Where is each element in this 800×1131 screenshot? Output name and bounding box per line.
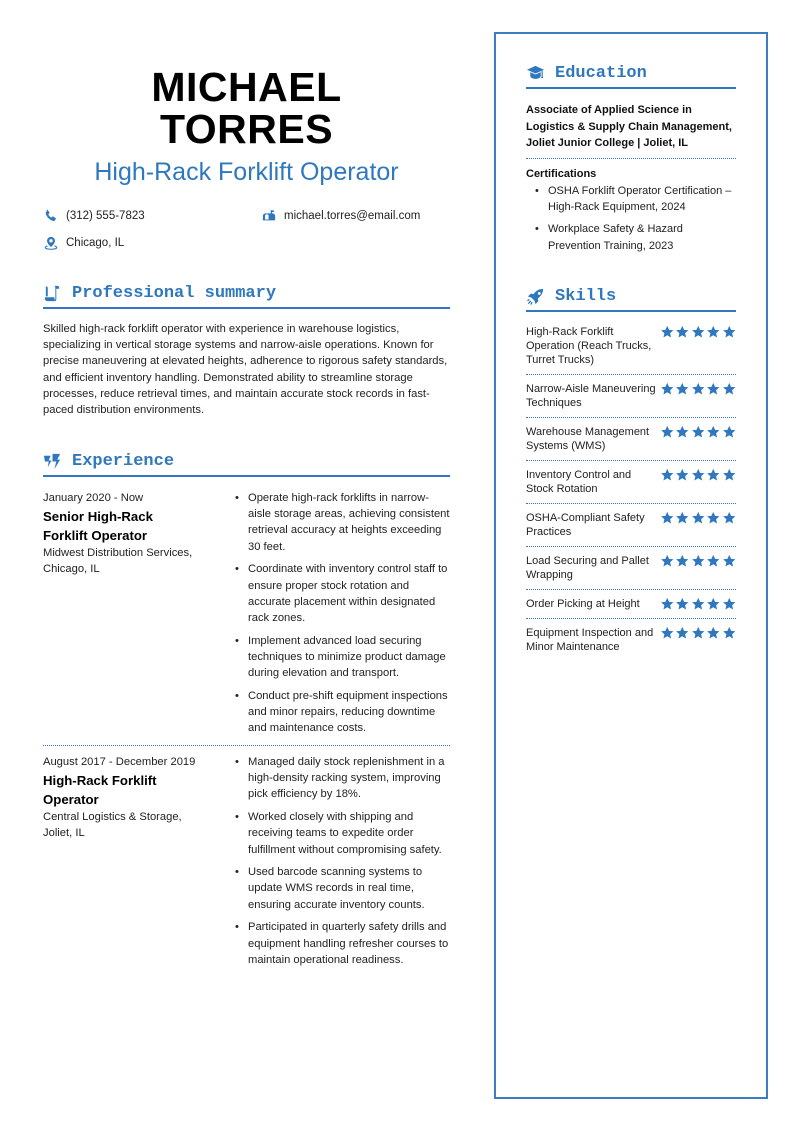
star-icon	[675, 626, 690, 640]
star-icon	[691, 468, 706, 482]
phone-number[interactable]: (312) 555-7823	[66, 210, 145, 222]
skill-name: Equipment Inspection and Minor Maintenance	[526, 627, 654, 653]
star-icon	[660, 468, 675, 482]
star-icon	[691, 554, 706, 568]
skill-name: Narrow-Aisle Maneuvering Techniques	[526, 383, 656, 409]
star-icon	[675, 511, 690, 525]
star-icon	[675, 597, 690, 611]
job-meta	[43, 490, 218, 577]
job-title-line: Forklift Operator	[43, 528, 148, 543]
star-icon	[660, 325, 675, 339]
star-icon	[660, 626, 675, 640]
skill-rating	[660, 554, 737, 568]
certifications-list	[533, 183, 738, 260]
degree-line: Associate of Applied Science in	[526, 104, 692, 116]
location-pin-icon	[44, 236, 58, 250]
section-title: Skills	[555, 287, 617, 306]
job-title-line: Senior High-Rack	[43, 509, 153, 524]
star-icon	[675, 325, 690, 339]
job-divider	[43, 745, 450, 746]
skill-item	[526, 425, 736, 461]
skill-item	[526, 597, 736, 619]
job-title	[43, 771, 218, 809]
email-address[interactable]: michael.torres@email.com	[284, 210, 421, 222]
section-header-summary	[43, 284, 450, 309]
star-icon	[722, 468, 737, 482]
star-icon	[722, 554, 737, 568]
skill-item	[526, 511, 736, 547]
bullet-item: • Conduct pre-shift equipment inspections and minor repairs, reducing downtime and maintenance costs.	[232, 688, 450, 737]
job-headline: High-Rack Forklift Operator	[94, 158, 399, 186]
name-first: MICHAEL	[151, 64, 342, 110]
mailbox-icon	[262, 209, 276, 223]
section-header-experience	[43, 452, 450, 477]
bullet-item: • Coordinate with inventory control staff to ensure proper stock rotation and accurate placement within designated rack zones.	[232, 561, 450, 626]
job-bullets	[232, 490, 450, 743]
graduation-cap-icon	[526, 64, 545, 83]
skill-item	[526, 382, 736, 418]
skill-name: Warehouse Management Systems (WMS)	[526, 426, 650, 452]
skill-name: Load Securing and Pallet Wrapping	[526, 555, 649, 581]
company-line: Joliet, IL	[43, 827, 85, 839]
contact-location	[44, 235, 124, 251]
company-line: Midwest Distribution Services,	[43, 547, 193, 559]
skills-list	[526, 325, 736, 668]
bullet-item: • Operate high-rack forklifts in narrow-aisle storage areas, achieving consistent retrieval accuracy at heights exceeding 30 feet.	[232, 490, 450, 555]
star-icon	[675, 468, 690, 482]
star-icon	[706, 425, 721, 439]
summary-text: Skilled high-rack forklift operator with experience in warehouse logistics, specializing in vertical storage systems and narrow-aisle operations. Known for precise maneuvering at elevated heights, adherence to rigorous safety standards, and efficient inventory handling. Demonstrated ability to streamline storage processes, reduce retrieval times, and maintain accurate stock records in fast-paced distribution environments.	[43, 323, 448, 417]
star-icon	[706, 382, 721, 396]
job-company	[43, 545, 218, 577]
education-divider	[526, 158, 736, 159]
star-icon	[660, 554, 675, 568]
skill-item	[526, 325, 736, 375]
section-title: Experience	[72, 452, 175, 471]
section-title: Education	[555, 64, 647, 83]
contact-email	[262, 208, 420, 224]
skill-name: Order Picking at Height	[526, 598, 640, 610]
bullet-item: • Participated in quarterly safety drills and equipment handling refresher courses to maintain operational readiness.	[232, 919, 450, 968]
star-icon	[722, 511, 737, 525]
skill-item	[526, 626, 736, 661]
certifications-title: Certifications	[526, 168, 597, 180]
star-icon	[675, 425, 690, 439]
star-icon	[691, 325, 706, 339]
star-icon	[722, 626, 737, 640]
education-degree	[526, 102, 738, 152]
bullet-item: • Implement advanced load securing techniques to minimize product damage during elevation and transport.	[232, 633, 450, 682]
job-company	[43, 809, 218, 841]
skill-name: OSHA-Compliant Safety Practices	[526, 512, 645, 538]
star-icon	[691, 511, 706, 525]
name-last: TORRES	[159, 106, 334, 152]
job-date: January 2020 - Now	[43, 492, 144, 504]
star-icon	[660, 382, 675, 396]
skill-rating	[660, 425, 737, 439]
bullet-item: • Used barcode scanning systems to update WMS records in real time, ensuring accurate inventory counts.	[232, 864, 450, 913]
star-icon	[675, 382, 690, 396]
star-icon	[691, 425, 706, 439]
company-line: Central Logistics & Storage,	[43, 811, 182, 823]
star-icon	[660, 597, 675, 611]
job-meta	[43, 754, 218, 841]
quote-icon	[43, 452, 62, 471]
scroll-icon	[43, 284, 62, 303]
star-icon	[691, 626, 706, 640]
skill-rating	[660, 511, 737, 525]
rocket-icon	[526, 287, 545, 306]
skill-rating	[660, 626, 737, 640]
star-icon	[706, 626, 721, 640]
certification-item: • OSHA Forklift Operator Certification – High-Rack Equipment, 2024	[533, 183, 738, 215]
company-line: Chicago, IL	[43, 563, 100, 575]
skill-rating	[660, 468, 737, 482]
skill-item	[526, 468, 736, 504]
degree-line: Joliet Junior College | Joliet, IL	[526, 137, 688, 149]
star-icon	[675, 554, 690, 568]
skill-rating	[660, 597, 737, 611]
certification-item: • Workplace Safety & Hazard Prevention Training, 2023	[533, 221, 738, 253]
star-icon	[691, 382, 706, 396]
star-icon	[722, 325, 737, 339]
skill-item	[526, 554, 736, 590]
section-title: Professional summary	[72, 284, 277, 303]
section-header-education	[526, 64, 736, 89]
job-date: August 2017 - December 2019	[43, 756, 196, 768]
star-icon	[706, 325, 721, 339]
job-bullets	[232, 754, 450, 974]
star-icon	[660, 511, 675, 525]
skill-name: Inventory Control and Stock Rotation	[526, 469, 632, 495]
bullet-item: • Worked closely with shipping and receiving teams to expedite order fulfillment without compromising safety.	[232, 809, 450, 858]
star-icon	[706, 468, 721, 482]
bullet-item: • Managed daily stock replenishment in a high-density racking system, improving pick efficiency by 18%.	[232, 754, 450, 803]
skill-name: High-Rack Forklift Operation (Reach Trucks, Turret Trucks)	[526, 326, 652, 366]
star-icon	[722, 597, 737, 611]
job-title	[43, 507, 218, 545]
star-icon	[706, 597, 721, 611]
star-icon	[691, 597, 706, 611]
phone-icon	[44, 209, 58, 223]
job-title-line: Operator	[43, 792, 99, 807]
star-icon	[706, 554, 721, 568]
section-header-skills	[526, 287, 736, 312]
star-icon	[722, 382, 737, 396]
star-icon	[706, 511, 721, 525]
skill-rating	[660, 325, 737, 339]
candidate-name	[43, 66, 450, 150]
job-title-line: High-Rack Forklift	[43, 773, 157, 788]
star-icon	[722, 425, 737, 439]
skill-rating	[660, 382, 737, 396]
contact-phone	[44, 208, 145, 224]
star-icon	[660, 425, 675, 439]
location-text: Chicago, IL	[66, 237, 125, 249]
degree-line: Logistics & Supply Chain Management,	[526, 120, 732, 133]
